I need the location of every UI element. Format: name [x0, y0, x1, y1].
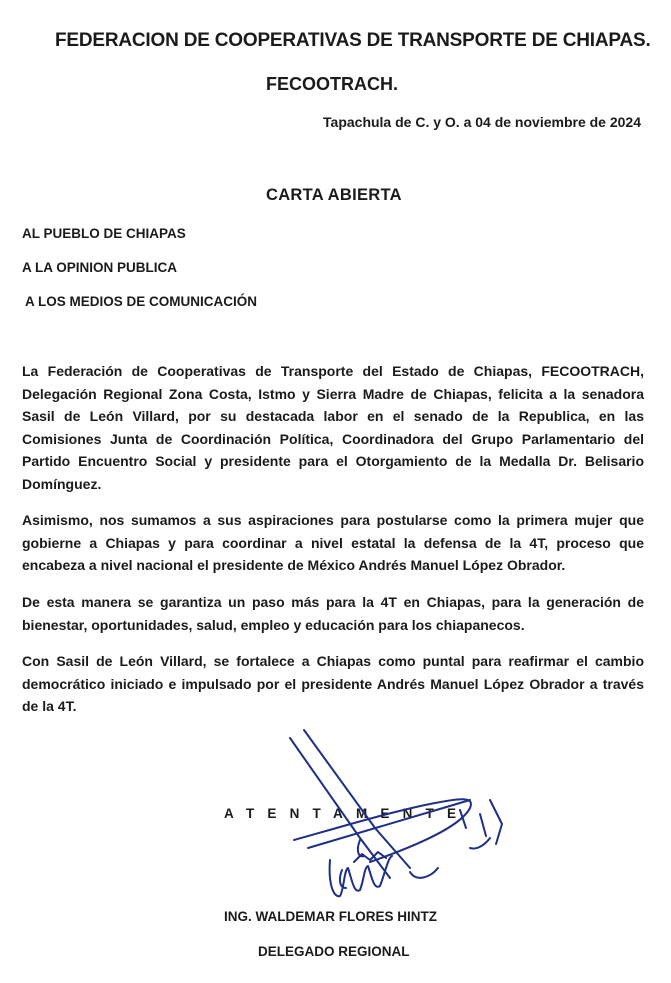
organization-title: FEDERACION DE COOPERATIVAS DE TRANSPORTE DE CHIAPAS. [55, 30, 651, 51]
organization-acronym: FECOOTRACH. [266, 74, 398, 94]
recipient-line: AL PUEBLO DE CHIAPAS [22, 226, 186, 241]
body-paragraph: Con Sasil de León Villard, se fortalece a Chiapas como puntal para reafirmar el cambio democrático iniciado e impulsado por el presidente Andrés Manuel López Obrador a través de la 4T. [22, 653, 644, 714]
body-paragraph: La Federación de Cooperativas de Transporte del Estado de Chiapas, FECOOTRACH, Delegación Regional Zona Costa, Istmo y Sierra Madre de Chiapas, felicita a la senadora Sasil de León Villard, por su destacada labor en el senado de la Republica, en las Comisiones Junta de Coordinación Política, Coordinadora del Grupo Parlamentario del Partido Encuentro Social y presidente para el Otorgamiento de la Medalla Dr. Belisario Domínguez. [22, 363, 644, 492]
letter-title: CARTA ABIERTA [266, 186, 402, 204]
signer-role: DELEGADO REGIONAL [258, 944, 410, 959]
body-paragraph: De esta manera se garantiza un paso más para la 4T en Chiapas, para la generación de bienestar, oportunidades, salud, empleo y educación para los chiapanecos. [22, 594, 644, 633]
closing-word: ATENTAMENTE [224, 806, 470, 821]
recipient-line: A LOS MEDIOS DE COMUNICACIÓN [25, 294, 258, 309]
signer-name: ING. WALDEMAR FLORES HINTZ [224, 909, 437, 924]
dateline: Tapachula de C. y O. a 04 de noviembre de 2024 [323, 114, 641, 130]
recipient-line: A LA OPINION PUBLICA [22, 260, 177, 275]
body-paragraph: Asimismo, nos sumamos a sus aspiraciones para postularse como la primera mujer que gobierne a Chiapas y para coordinar a nivel estatal la defensa de la 4T, proceso que encabeza a nivel nacional el presidente de México Andrés Manuel López Obrador. [22, 512, 644, 573]
